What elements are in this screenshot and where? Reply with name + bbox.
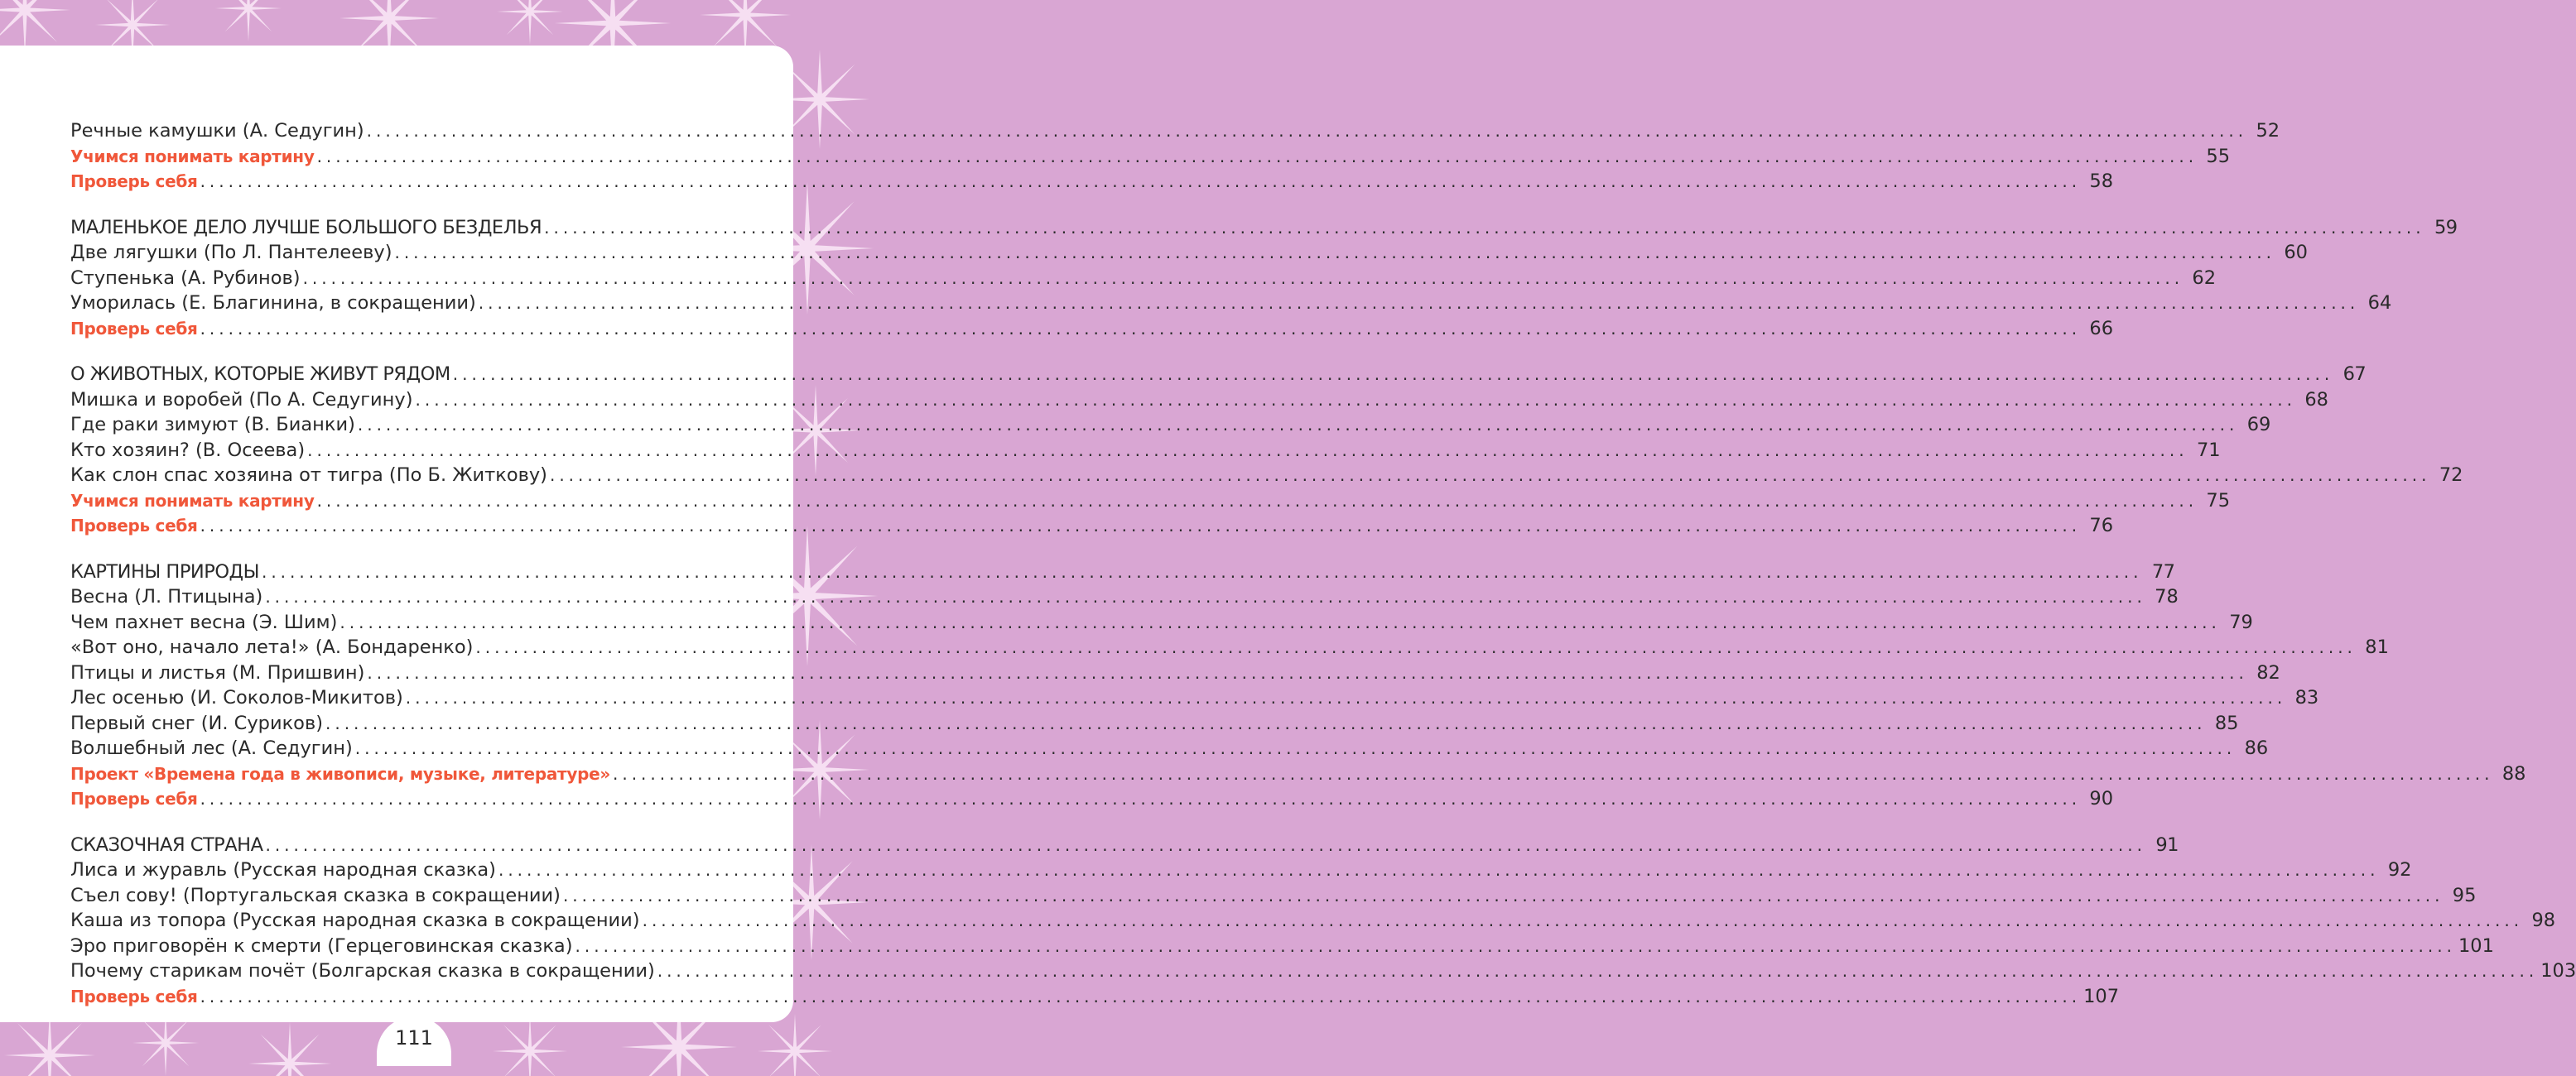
dot-leader: ........................................................................................................................................................................................................	[575, 935, 2456, 956]
entry-title: Первый снег (И. Суриков)	[70, 712, 323, 734]
toc-entry	[70, 169, 2114, 195]
entry-title: Чем пахнет весна (Э. Шим)	[70, 611, 338, 633]
entry-title: Проект «Времена года в живописи, музыке, литературе»	[70, 763, 610, 784]
dot-leader: ........................................................................................................................................................................................................	[562, 885, 2444, 905]
entry-page-number: 91	[2155, 833, 2179, 856]
toc-entry	[70, 584, 2179, 610]
entry-page-number: 68	[2304, 388, 2328, 411]
toc-entry	[70, 857, 2412, 883]
toc-entry	[70, 958, 2576, 984]
toc-entry	[70, 934, 2494, 959]
entry-title: Мишка и воробей (По А. Седугину)	[70, 388, 413, 411]
entry-title: Кто хозяин? (В. Осеева)	[70, 439, 306, 461]
toc-entry	[70, 685, 2319, 711]
toc-entry	[70, 761, 2526, 787]
entry-page-number: 79	[2229, 611, 2253, 633]
entry-page-number: 78	[2155, 586, 2179, 608]
star-decoration	[497, 0, 563, 45]
section-heading-row	[70, 833, 2179, 858]
entry-page-number: 88	[2501, 762, 2526, 785]
entry-page-number: 55	[2206, 145, 2231, 167]
entry-title: Где раки зимуют (В. Бианки)	[70, 414, 355, 435]
entry-title: Весна (Л. Птицына)	[70, 586, 263, 608]
entry-page-number: 103	[2540, 960, 2576, 982]
dot-leader: ........................................................................................................................................................................................................	[200, 318, 2082, 339]
dot-leader: ........................................................................................................................................................................................................	[478, 293, 2360, 313]
toc-entry	[70, 291, 2392, 316]
toc-entry	[70, 984, 2120, 1010]
dot-leader: ........................................................................................................................................................................................................	[307, 440, 2188, 460]
dot-leader: ........................................................................................................................................................................................................	[316, 490, 2198, 511]
entry-page-number: 75	[2206, 489, 2231, 512]
entry-title: Проверь себя	[70, 516, 198, 536]
entry-title: Съел сову! (Португальская сказка в сокращении)	[70, 884, 561, 906]
toc-entry	[70, 635, 2389, 660]
entry-page-number: 82	[2256, 661, 2280, 684]
toc-entry	[70, 387, 2328, 413]
entry-page-number: 76	[2089, 515, 2114, 536]
entry-page-number: 58	[2089, 171, 2114, 192]
entry-title: Проверь себя	[70, 171, 198, 191]
dot-leader: ........................................................................................................................................................................................................	[354, 738, 2237, 758]
toc-entry	[70, 610, 2253, 636]
dot-leader: ........................................................................................................................................................................................................	[265, 587, 2146, 607]
toc-entry	[70, 786, 2114, 812]
page-number: 111	[377, 1016, 451, 1066]
dot-leader: ........................................................................................................................................................................................................	[544, 217, 2425, 238]
dot-leader: ........................................................................................................................................................................................................	[200, 516, 2082, 536]
entry-title: О ЖИВОТНЫХ, КОТОРЫЕ ЖИВУТ РЯДОМ	[70, 363, 450, 385]
toc-entry	[70, 660, 2280, 686]
entry-title: Волшебный лес (А. Седугин)	[70, 737, 353, 759]
entry-page-number: 72	[2439, 464, 2463, 486]
entry-page-number: 83	[2294, 687, 2319, 709]
entry-title: Учимся понимать картину	[70, 146, 315, 166]
entry-title: Проверь себя	[70, 986, 198, 1006]
dot-leader: ........................................................................................................................................................................................................	[316, 146, 2198, 166]
entry-page-number: 67	[2342, 363, 2367, 385]
dot-leader: ........................................................................................................................................................................................................	[405, 688, 2287, 708]
table-of-contents	[70, 118, 2576, 1009]
entry-page-number: 92	[2387, 859, 2412, 881]
toc-entry	[70, 488, 2231, 514]
dot-leader: ........................................................................................................................................................................................................	[200, 986, 2082, 1006]
entry-page-number: 86	[2244, 737, 2269, 759]
toc-entry	[70, 908, 2556, 934]
dot-leader: ........................................................................................................................................................................................................	[612, 763, 2494, 784]
toc-entry	[70, 711, 2239, 737]
entry-page-number: 98	[2531, 910, 2556, 931]
entry-title: Эро приговорён к смерти (Герцеговинская сказка)	[70, 934, 573, 957]
entry-page-number: 90	[2089, 788, 2114, 809]
dot-leader: ........................................................................................................................................................................................................	[339, 612, 2221, 632]
entry-title: Как слон спас хозяина от тигра (По Б. Житкову)	[70, 464, 547, 486]
toc-entry	[70, 144, 2231, 170]
toc-entry	[70, 412, 2271, 438]
star-decoration	[758, 1014, 832, 1076]
toc-entry	[70, 266, 2217, 291]
dot-leader: ........................................................................................................................................................................................................	[367, 662, 2248, 683]
entry-title: Лиса и журавль (Русская народная сказка)	[70, 859, 496, 881]
dot-leader: ........................................................................................................................................................................................................	[200, 171, 2082, 191]
dot-leader: ........................................................................................................................................................................................................	[325, 713, 2207, 733]
entry-title: Каша из топора (Русская народная сказка в сокращении)	[70, 910, 640, 931]
entry-page-number: 62	[2192, 267, 2217, 289]
star-decoration	[493, 1014, 567, 1076]
dot-leader: ........................................................................................................................................................................................................	[415, 389, 2296, 410]
entry-page-number: 71	[2196, 439, 2221, 461]
toc-entry	[70, 438, 2221, 464]
dot-leader: ........................................................................................................................................................................................................	[549, 465, 2431, 485]
entry-page-number: 85	[2214, 712, 2239, 734]
toc-entry	[70, 118, 2280, 144]
toc-entry	[70, 883, 2477, 909]
entry-title: Птицы и листья (М. Пришвин)	[70, 661, 365, 684]
dot-leader: ........................................................................................................................................................................................................	[200, 789, 2082, 809]
entry-title: КАРТИНЫ ПРИРОДЫ	[70, 560, 259, 583]
entry-page-number: 95	[2452, 884, 2477, 906]
section-heading-row	[70, 215, 2458, 241]
entry-page-number: 77	[2151, 560, 2175, 583]
entry-title: Речные камушки (А. Седугин)	[70, 120, 364, 142]
entry-title: Учимся понимать картину	[70, 490, 315, 511]
dot-leader: ........................................................................................................................................................................................................	[657, 961, 2539, 981]
dot-leader: ........................................................................................................................................................................................................	[357, 415, 2239, 435]
entry-page-number: 66	[2089, 317, 2114, 339]
section-heading-row	[70, 362, 2367, 387]
entry-page-number: 52	[2256, 120, 2280, 142]
entry-page-number: 107	[2083, 985, 2120, 1007]
dot-leader: ........................................................................................................................................................................................................	[452, 364, 2334, 384]
dot-leader: ........................................................................................................................................................................................................	[498, 860, 2380, 880]
toc-entry	[70, 463, 2463, 488]
entry-title: Две лягушки (По Л. Пантелееву)	[70, 242, 392, 263]
entry-page-number: 60	[2284, 242, 2308, 263]
entry-title: Ступенька (А. Рубинов)	[70, 267, 301, 289]
dot-leader: ........................................................................................................................................................................................................	[394, 243, 2275, 262]
entry-page-number: 81	[2365, 636, 2389, 658]
entry-title: Почему старикам почёт (Болгарская сказка в сокращении)	[70, 960, 655, 982]
contents-page	[0, 46, 2576, 1022]
entry-page-number: 101	[2458, 934, 2494, 957]
section-heading-row	[70, 560, 2175, 585]
entry-page-number: 64	[2367, 292, 2392, 314]
entry-title: Уморилась (Е. Благинина, в сокращении)	[70, 292, 476, 314]
dot-leader: ........................................................................................................................................................................................................	[642, 910, 2524, 930]
entry-page-number: 69	[2246, 414, 2271, 435]
star-decoration	[248, 1022, 331, 1076]
entry-title: МАЛЕНЬКОЕ ДЕЛО ЛУЧШЕ БОЛЬШОГО БЕЗДЕЛЬЯ	[70, 216, 542, 238]
toc-entry	[70, 513, 2114, 539]
dot-leader: ........................................................................................................................................................................................................	[366, 121, 2248, 141]
dot-leader: ........................................................................................................................................................................................................	[302, 267, 2184, 288]
entry-title: СКАЗОЧНАЯ СТРАНА	[70, 833, 263, 856]
entry-title: Проверь себя	[70, 789, 198, 809]
entry-title: Лес осенью (И. Соколов-Микитов)	[70, 687, 403, 709]
dot-leader: ........................................................................................................................................................................................................	[261, 561, 2143, 582]
star-decoration	[215, 0, 282, 41]
entry-title: «Вот оно, начало лета!» (А. Бондаренко)	[70, 636, 474, 658]
toc-entry	[70, 316, 2114, 342]
entry-title: Проверь себя	[70, 318, 198, 339]
toc-entry	[70, 240, 2308, 266]
entry-page-number: 59	[2434, 216, 2458, 238]
dot-leader: ........................................................................................................................................................................................................	[265, 834, 2146, 855]
toc-entry	[70, 736, 2269, 761]
dot-leader: ........................................................................................................................................................................................................	[475, 637, 2357, 657]
